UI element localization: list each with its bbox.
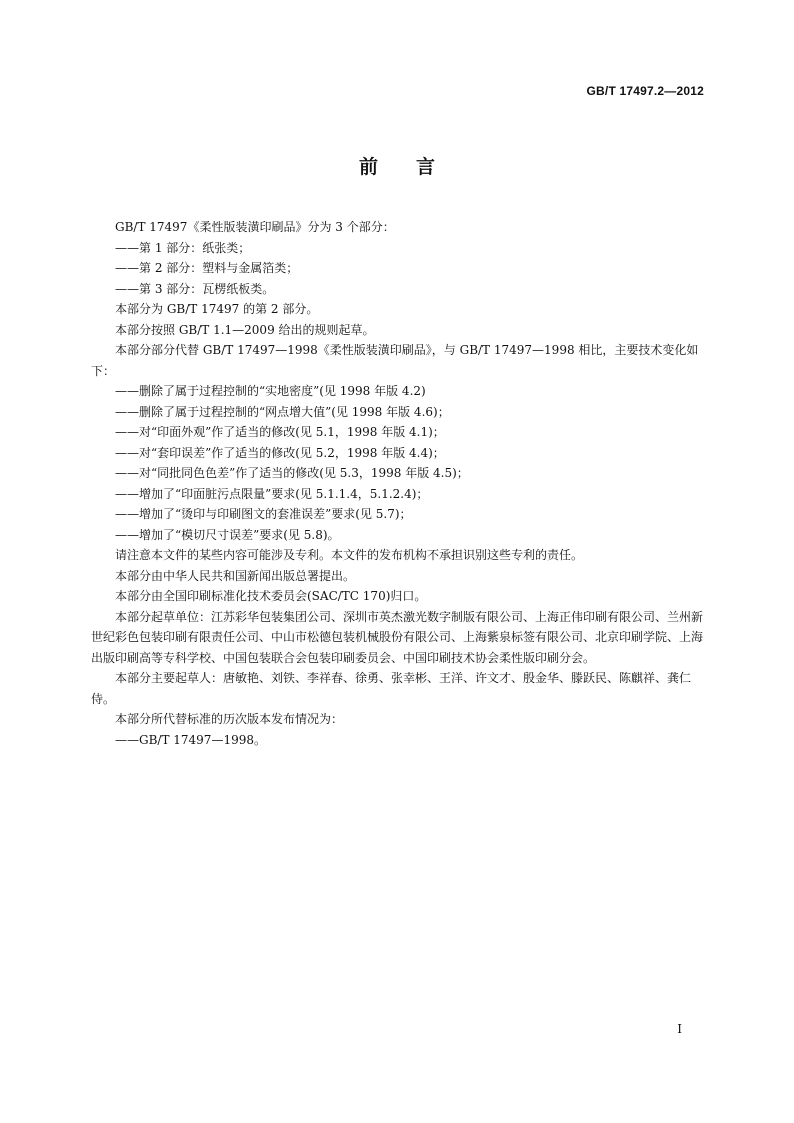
paragraph: 本部分按照 GB/T 1.1—2009 给出的规则起草。 bbox=[115, 322, 375, 337]
list-item: ——对“套印误差”作了适当的修改(见 5.2，1998 年版 4.4)； bbox=[115, 445, 445, 460]
list-item: ——对“同批同色色差”作了适当的修改(见 5.3，1998 年版 4.5)； bbox=[115, 466, 469, 480]
list-item: ——增加了“烫印与印刷图文的套准误差”要求(见 5.7)； bbox=[115, 507, 412, 521]
paragraph: 本部分主要起草人：唐敏艳、刘铁、李祥春、徐勇、张幸彬、王洋、许文才、殷金华、滕跃民、陈麒祥、龚仁侍。 bbox=[91, 671, 692, 706]
paragraph: 请注意本文件的某些内容可能涉及专利。本文件的发布机构不承担识别这些专利的责任。 bbox=[115, 548, 584, 562]
list-item: ——第 1 部分：纸张类； bbox=[115, 240, 251, 255]
paragraph: 本部分部分代替 GB/T 17497—1998《柔性版装潢印刷品》，与 GB/T 17497—1998 相比，主要技术变化如下： bbox=[91, 343, 699, 378]
paragraph: 本部分所代替标准的历次版本发布情况为： bbox=[115, 712, 344, 726]
document-code: GB/T 17497.2—2012 bbox=[586, 84, 704, 98]
list-item: ——第 3 部分：瓦楞纸板类。 bbox=[115, 281, 275, 296]
page-number: I bbox=[677, 1022, 682, 1036]
list-item: ——第 2 部分：塑料与金属箔类； bbox=[115, 261, 299, 275]
list-item: ——删除了属于过程控制的“实地密度”(见 1998 年版 4.2) bbox=[115, 384, 426, 398]
paragraph: GB/T 17497《柔性版装潢印刷品》分为 3 个部分： bbox=[115, 220, 395, 234]
paragraph: 本部分由中华人民共和国新闻出版总署提出。 bbox=[115, 568, 356, 583]
paragraph: 本部分为 GB/T 17497 的第 2 部分。 bbox=[115, 302, 319, 316]
paragraph: 本部分由全国印刷标准化技术委员会(SAC/TC 170)归口。 bbox=[115, 589, 427, 603]
list-item: ——对“印面外观”作了适当的修改(见 5.1，1998 年版 4.1)； bbox=[115, 425, 445, 439]
list-item: ——增加了“印面脏污点限量”要求(见 5.1.1.4，5.1.2.4)； bbox=[115, 486, 429, 501]
list-item: ——GB/T 17497—1998。 bbox=[115, 732, 266, 747]
list-item: ——增加了“模切尺寸误差”要求(见 5.8)。 bbox=[115, 527, 340, 542]
foreword-body bbox=[91, 217, 703, 750]
paragraph: 本部分起草单位：江苏彩华包装集团公司、深圳市英杰激光数字制版有限公司、上海正伟印刷有限公司、兰州新世纪彩色包装印刷有限责任公司、中山市松德包装机械股份有限公司、上海紫泉标签有限公司、北京印刷学院、上海出版印刷高等专科学校、中国包装联合会包装印刷委员会、中国印刷技术协会柔性版印刷分会。 bbox=[91, 609, 704, 665]
list-item: ——删除了属于过程控制的“网点增大值”(见 1998 年版 4.6)； bbox=[115, 404, 450, 419]
page-title: 前言 bbox=[358, 156, 473, 178]
